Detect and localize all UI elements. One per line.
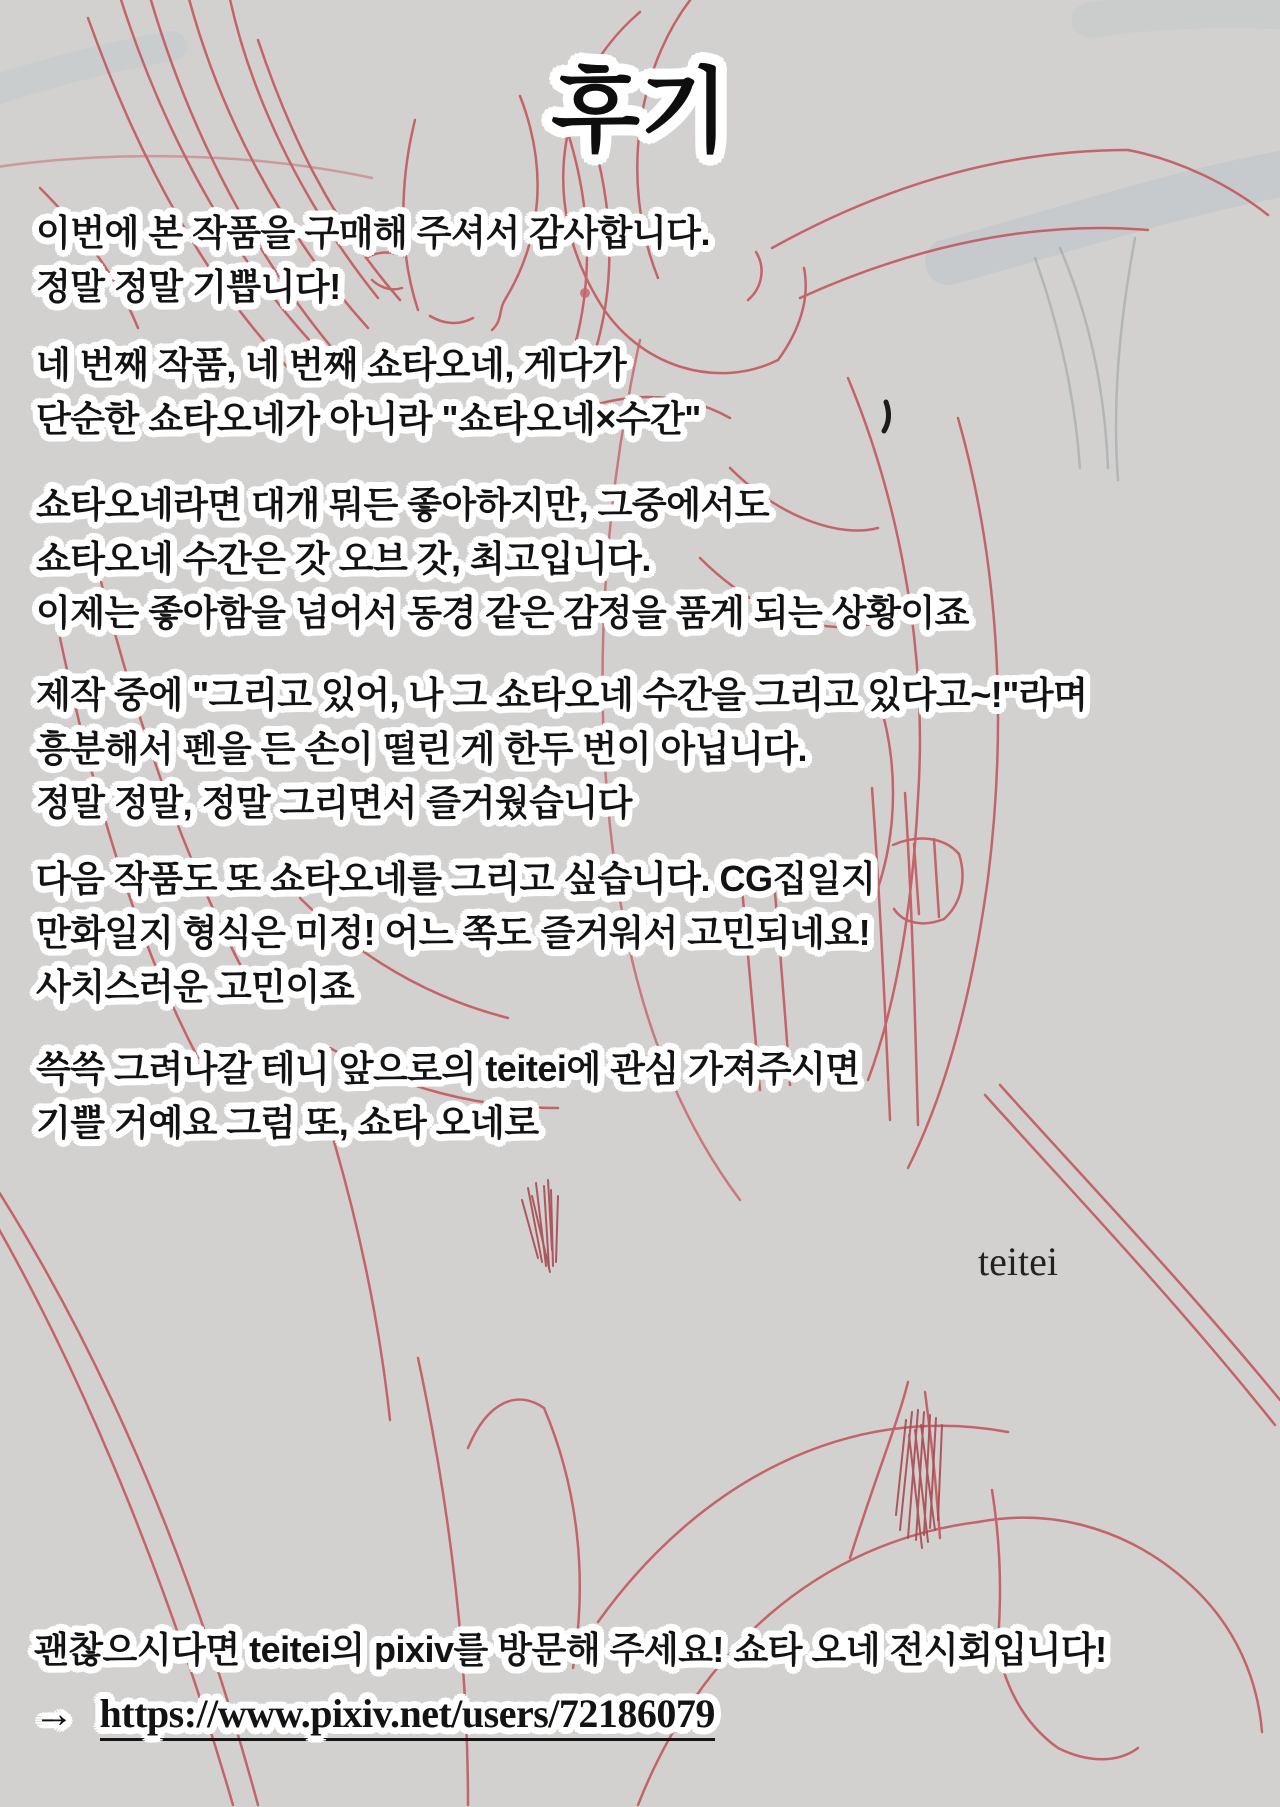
page-title: 후기 [551, 61, 729, 163]
artist-signature: teitei [978, 1239, 1058, 1284]
footer-link-line [34, 1690, 715, 1741]
text-line: 이번에 본 작품을 구매해 주셔서 감사합니다. [36, 212, 710, 253]
text-line: 정말 정말 기쁩니다! [36, 266, 341, 307]
text-line: 사치스러운 고민이죠 [36, 966, 354, 1007]
text-line: 쇼타오네 수간은 갓 오브 갓, 최고입니다. [36, 538, 651, 579]
text-line: 기쁠 거예요 그럼 또, 쇼타 오네로 [36, 1102, 539, 1143]
footer-invite-line: 괜찮으시다면 teitei의 pixiv를 방문해 주세요! 쇼타 오네 전시회입니다! [34, 1629, 1107, 1670]
pixiv-url-link[interactable]: https://www.pixiv.net/users/72186079 [100, 1690, 715, 1741]
text-line: 만화일지 형식은 미정! 어느 쪽도 즐거워서 고민되네요! [36, 912, 871, 953]
afterword-paragraph [36, 478, 969, 640]
text-line: 단순한 쇼타오네가 아니라 "쇼타오네×수간" [36, 398, 701, 439]
afterword-paragraph [36, 668, 1087, 830]
text-line: 이제는 좋아함을 넘어서 동경 같은 감정을 품게 되는 상황이죠 [36, 592, 969, 633]
arrow-right-icon: → [34, 1692, 74, 1736]
text-line: 쇼타오네라면 대개 뭐든 좋아하지만, 그중에서도 [36, 484, 770, 525]
text-line: 정말 정말, 정말 그리면서 즐거웠습니다 [36, 782, 632, 823]
text-line: 다음 작품도 또 쇼타오네를 그리고 싶습니다. CG집일지 [36, 858, 876, 899]
afterword-paragraph [36, 852, 875, 1014]
text-line: 제작 중에 "그리고 있어, 나 그 쇼타오네 수간을 그리고 있다고~!"라며 [36, 674, 1088, 715]
text-line: 흥분해서 펜을 든 손이 떨린 게 한두 번이 아닙니다. [36, 728, 808, 769]
afterword-paragraph [36, 338, 701, 446]
afterword-paragraph [36, 206, 710, 314]
afterword-paragraph [36, 1042, 860, 1150]
text-line: 네 번째 작품, 네 번째 쇼타오네, 게다가 [36, 344, 627, 385]
text-line: 쓱쓱 그려나갈 테니 앞으로의 teitei에 관심 가져주시면 [36, 1048, 860, 1089]
